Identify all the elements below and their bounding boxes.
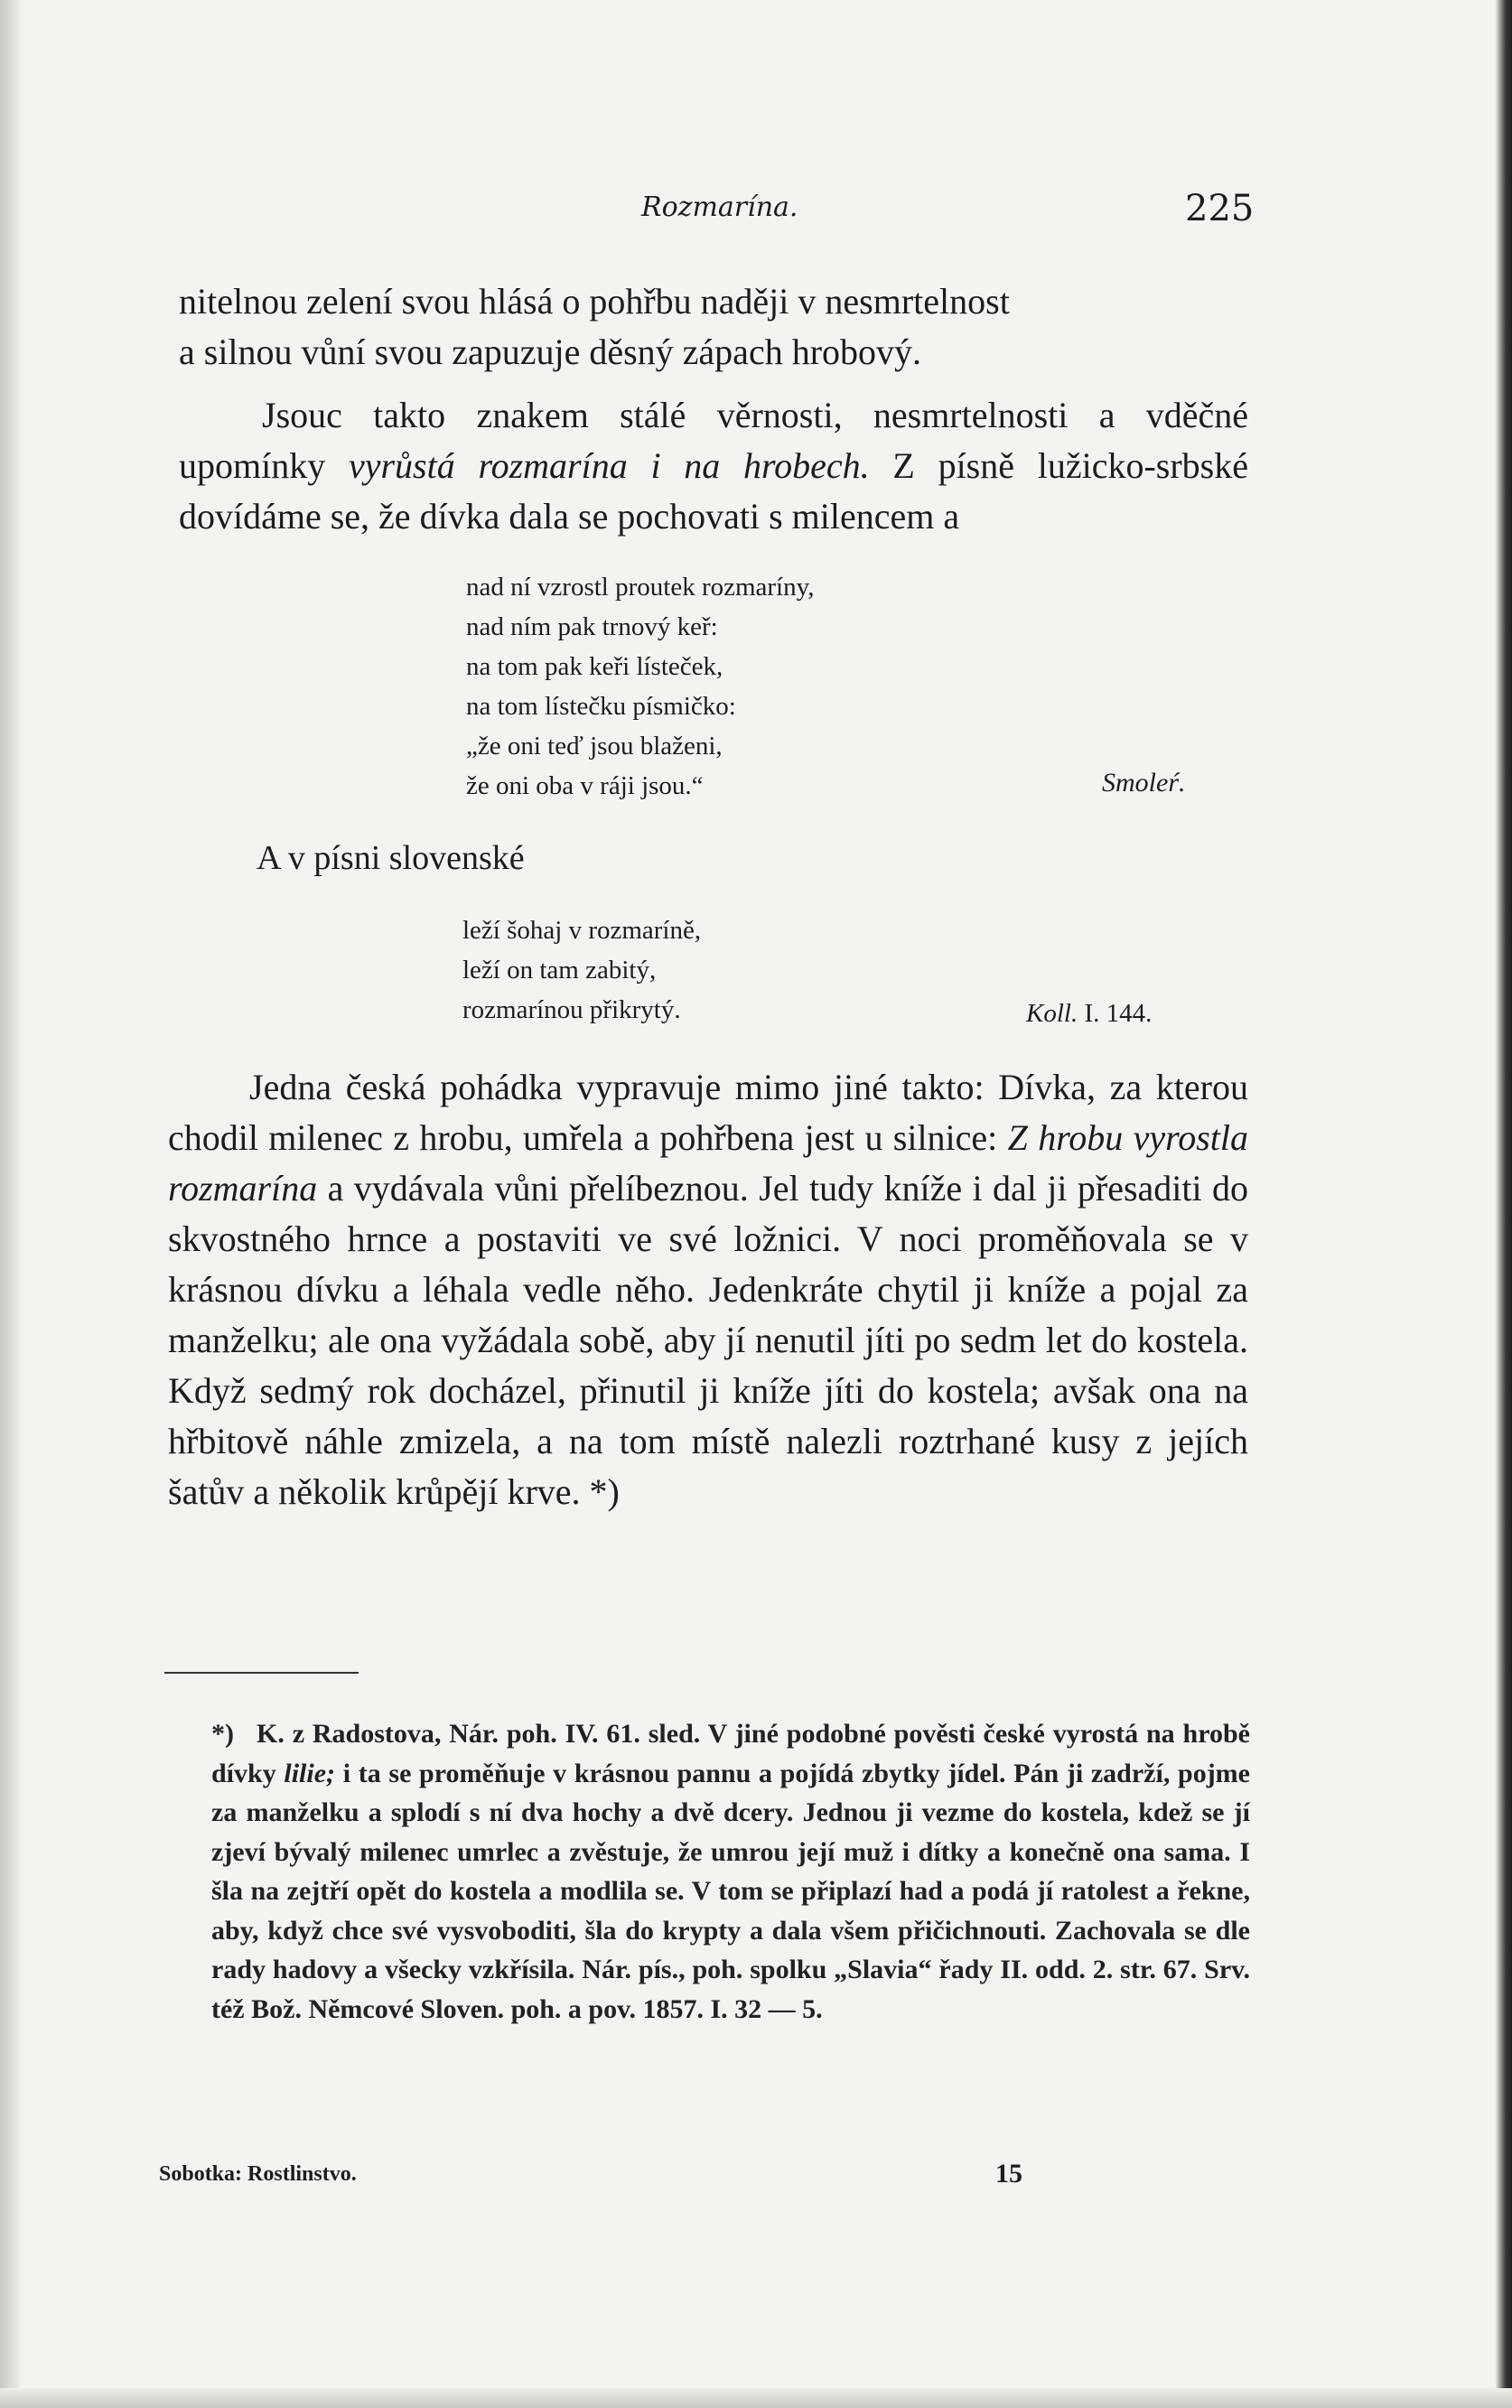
poem-slovak [462,910,701,1030]
paragraph-2-emphasis: vyrůstá rozmarína i na hrobech. [348,445,870,486]
poem-line: „že oni teď jsou blaženi, [466,732,723,761]
signature-number: 15 [995,2159,1022,2189]
page-header [0,188,1512,242]
footnote-emphasis: lilie; [284,1758,336,1788]
poem-source-smoler: Smoleŕ. [1102,768,1186,798]
lead-in-slovak-song: A v písni slovenské [257,839,525,877]
paragraph-3 [168,1062,1248,1517]
paragraph-3-emphasis: Z hrobu vyrostla rozmarína [168,1117,1248,1209]
page-edge-bottom [0,2388,1512,2408]
paragraph-2-text-end: Z písně lužicko-srbské dovídáme se, že dívka dala se pochovati s milencem a [179,445,1249,537]
poem-line: na tom pak keři lísteček, [466,652,723,681]
poem-line: leží šohaj v rozmaríně, [462,916,702,945]
page-edge-right [1496,0,1512,2408]
page-number: 225 [1185,188,1255,229]
footnote-text-start: K. z Radostova, Nár. poh. IV. 61. sled. V jiné podobné pověsti české vyrostá na hrobě dívky [211,1719,1250,1788]
footnote [211,1714,1250,2029]
poem-line: že oni oba v ráji jsou.“ [466,771,704,800]
poem-line: leží on tam zabitý, [462,956,657,985]
paragraph-2-text-start: Jsouc takto znakem stálé věrnosti, nesmrtelnosti a vděčné upomínky [179,395,1248,486]
poem-line: na tom lístečku písmičko: [466,692,736,721]
footnote-marker: *) [211,1719,234,1749]
poem-source-kollar-ref: I. 144. [1078,999,1153,1028]
poem-line: rozmarínou přikrytý. [462,995,681,1024]
poem-source-kollar [1026,999,1152,1029]
poem-lusatian [466,567,814,806]
page-edge-left [0,0,20,2408]
poem-source-kollar-abbrev: Koll. [1026,999,1078,1028]
paragraph-1 [179,276,1248,378]
paragraph-3-text-end: a vydávala vůni přelíbeznou. Jel tudy kníže i dal ji přesaditi do skvostného hrnce a postaviti ve své ložnici. V noci proměňovala se v krásnou dívku a léhala vedle něho. Jedenkráte chytil ji kníže a pojal za manželku; ale ona vyžádala sobě, aby jí nenutil jíti po sedm let do kostela. Když sedmý rok docházel, přinutil ji kníže jíti do kostela; avšak ona na hřbitově náhle zmizela, a na tom místě nalezli roztrhané kusy z jejích šatův a několik krůpějí krve. *) [168,1168,1248,1512]
running-title: Rozmarína. [641,191,798,223]
poem-line: nad ním pak trnový keř: [466,612,718,641]
footnote-text-end: i ta se proměňuje v krásnou pannu a pojídá zbytky jídel. Pán ji zadrží, pojme za manželku a splodí s ní dva hochy a dvě dcery. Jednou ji vezme do kostela, kdež se jí zjeví bývalý milenec umrlec a zvěstuje, že umrou její muž i dítky a konečně ona sama. I šla na zejtří opět do kostela a modlila se. V tom se připlazí had a podá jí ratolest a řekne, aby, když chce své vysvoboditi, šla do krypty a dala všem přičichnouti. Zachovala se dle rady hadovy a všecky vzkřísila. Nár. pís., poh. spolku „Slavia“ řady II. odd. 2. str. 67. Srv. též Bož. Němcové Sloven. poh. a pov. 1857. I. 32 — 5. [211,1758,1250,2024]
signature-mark: Sobotka: Rostlinstvo. [159,2162,357,2186]
paragraph-2 [179,390,1248,542]
footnote-rule [164,1672,359,1674]
paragraph-1-line-1: nitelnou zelení svou hlásá o pohřbu naději v nesmrtelnost [179,281,1010,322]
paragraph-3-text-start: Jedna česká pohádka vypravuje mimo jiné takto: Dívka, za kterou chodil milenec z hrobu, umřela a pohřbena jest u silnice: [168,1067,1248,1158]
poem-line: nad ní vzrostl proutek rozmaríny, [466,573,815,602]
paragraph-1-line-2: a silnou vůní svou zapuzuje děsný zápach hrobový. [179,331,922,372]
